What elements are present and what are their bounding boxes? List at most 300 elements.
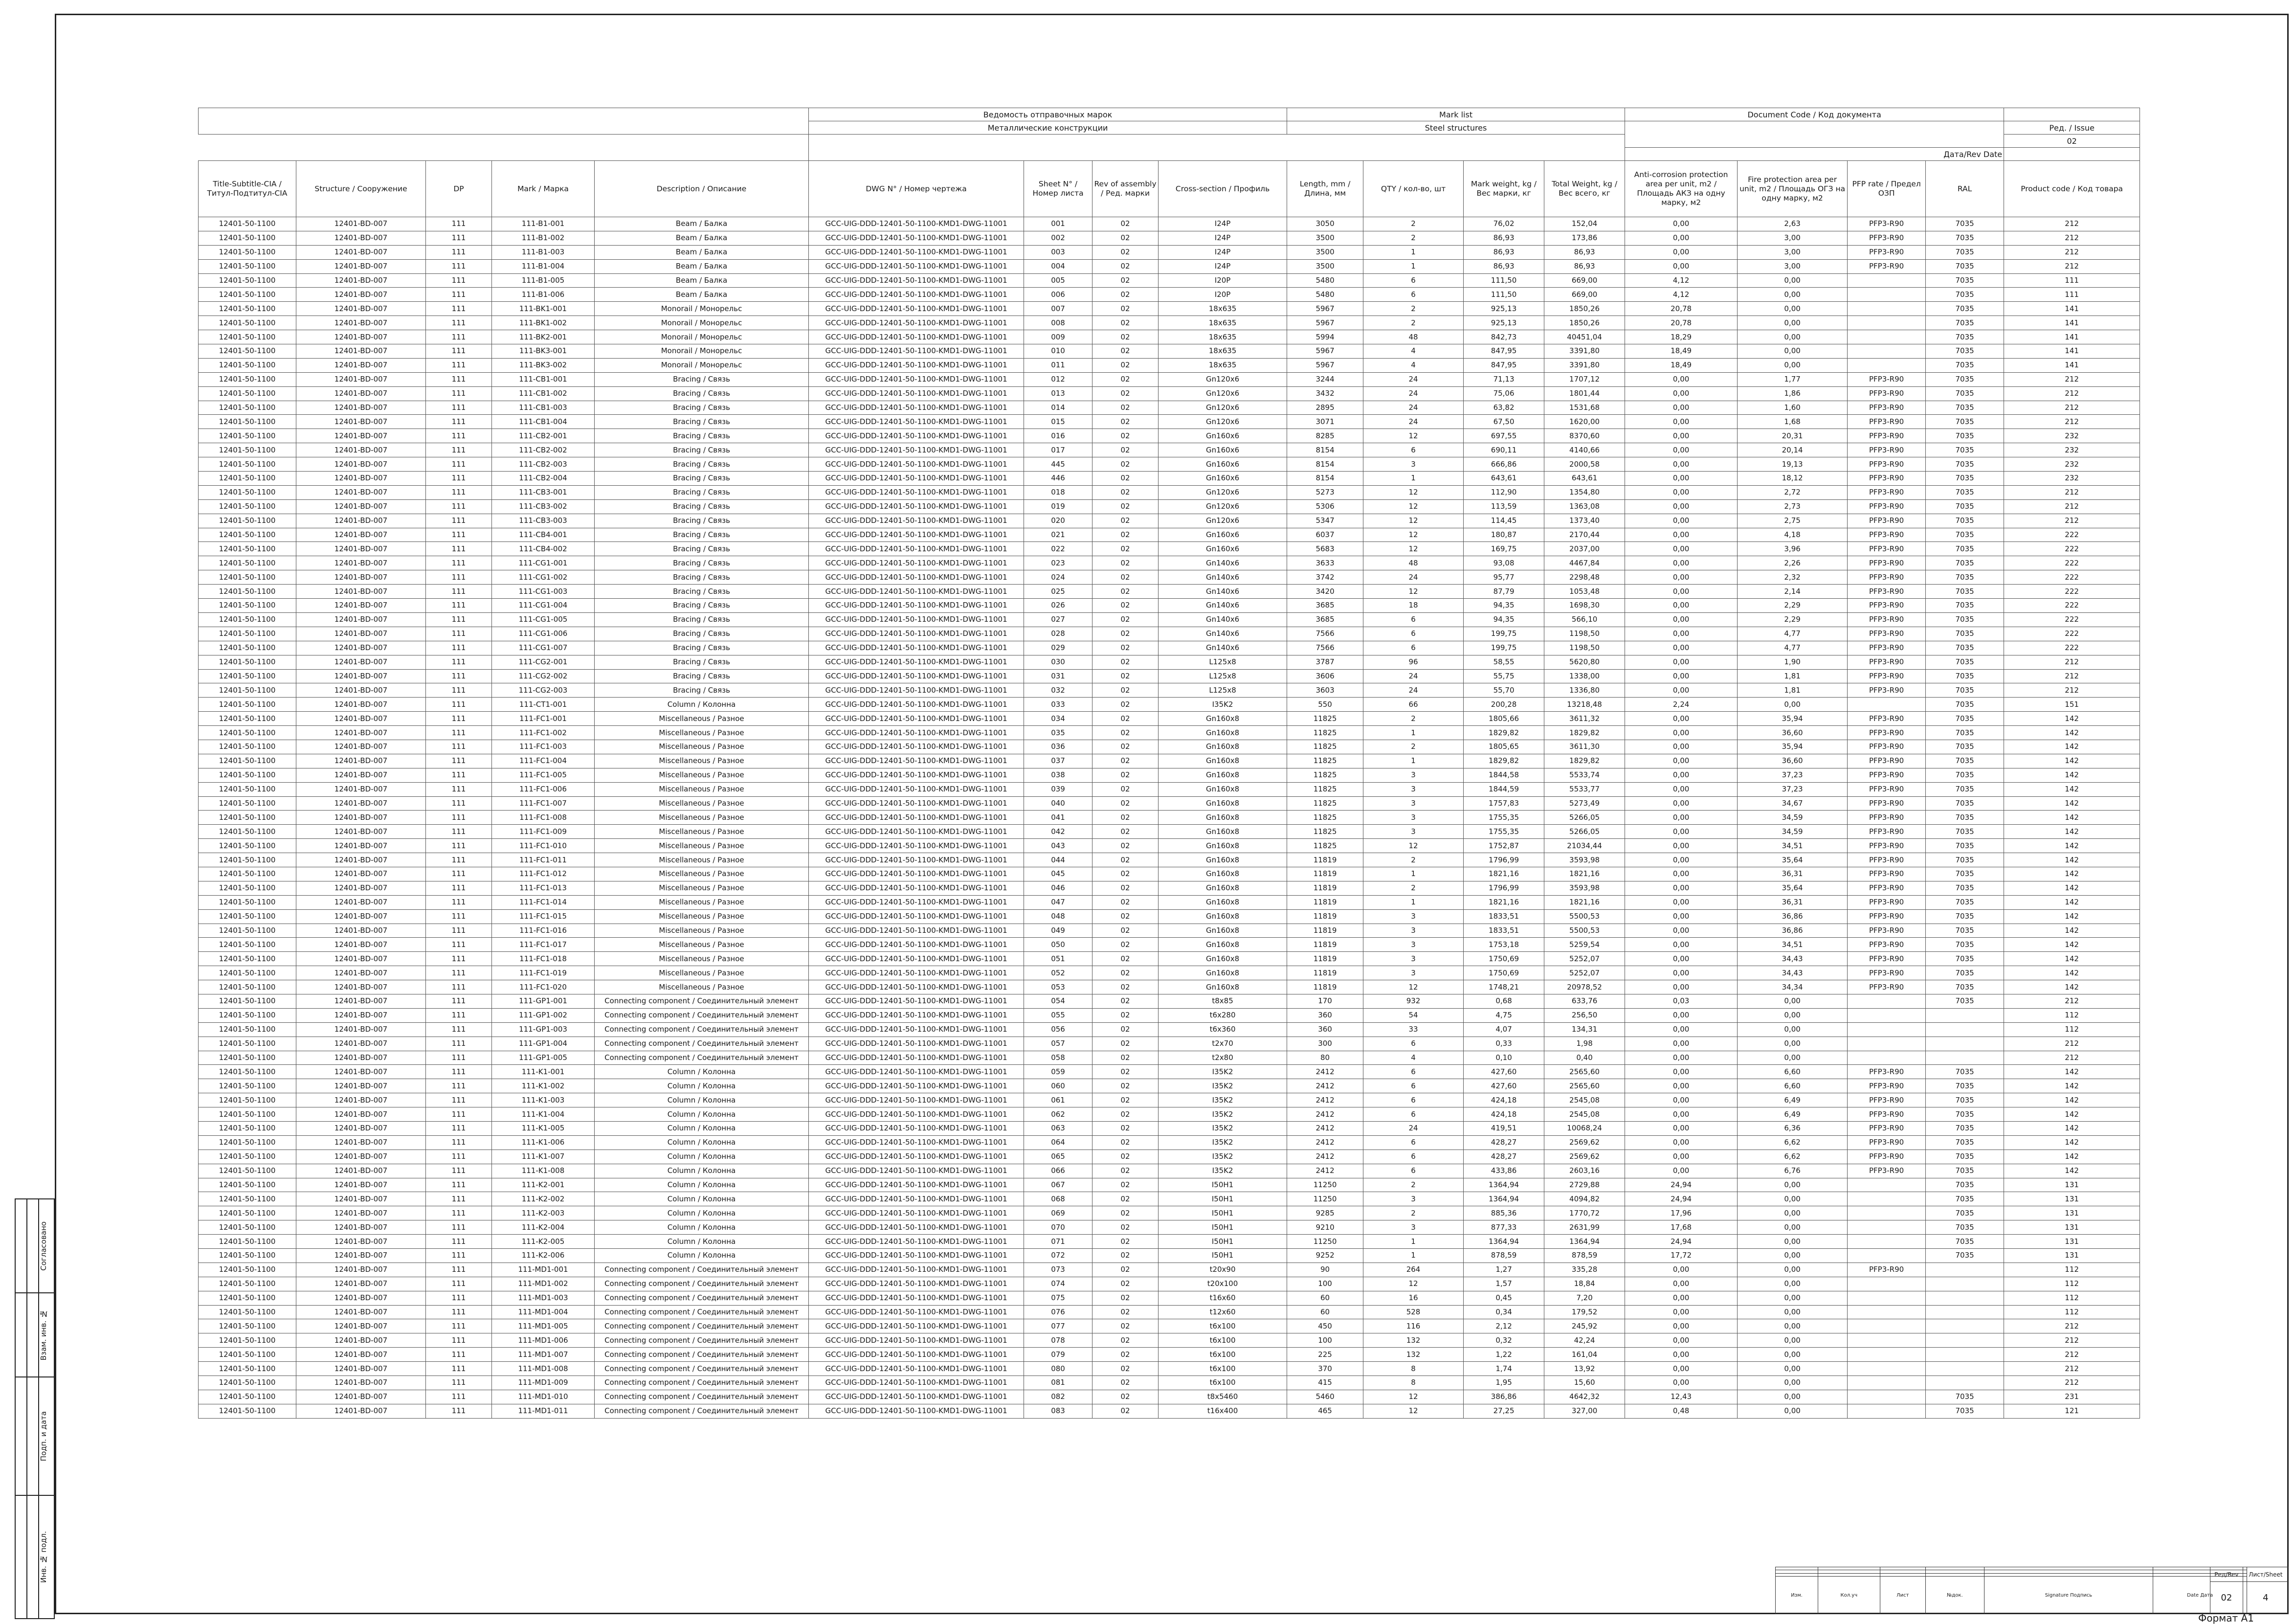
table-cell: 7035: [1926, 853, 2004, 867]
table-cell: GCC-UIG-DDD-12401-50-1100-KMD1-DWG-11001: [809, 1135, 1024, 1150]
table-cell: 0,00: [1625, 768, 1738, 782]
table-cell: 02: [1092, 1022, 1159, 1037]
table-cell: 111: [426, 1277, 492, 1291]
table-cell: 142: [2004, 754, 2140, 768]
table-cell: GCC-UIG-DDD-12401-50-1100-KMD1-DWG-11001: [809, 1008, 1024, 1022]
table-cell: [1848, 1277, 1926, 1291]
table-cell: 21034,44: [1544, 839, 1625, 853]
table-cell: Gn160x6: [1159, 429, 1287, 443]
table-cell: Miscellaneous / Разное: [595, 740, 809, 754]
sheet-rev-box: [2210, 1567, 2289, 1614]
table-cell: 7035: [1926, 1093, 2004, 1107]
table-cell: 12401-BD-007: [296, 330, 426, 344]
table-cell: 1850,26: [1544, 316, 1625, 330]
table-cell: 116: [1363, 1319, 1464, 1333]
table-row: [199, 485, 2140, 499]
table-cell: PFP3-R90: [1848, 853, 1926, 867]
table-cell: 12401-50-1100: [199, 1206, 296, 1220]
table-cell: Monorail / Монорельс: [595, 358, 809, 372]
table-cell: 17,96: [1625, 1206, 1738, 1220]
table-cell: Gn140x6: [1159, 570, 1287, 585]
table-cell: 5994: [1287, 330, 1363, 344]
table-cell: 02: [1092, 316, 1159, 330]
table-cell: 111-MD1-008: [492, 1362, 595, 1376]
table-cell: 12401-BD-007: [296, 782, 426, 796]
table-cell: 0,00: [1625, 585, 1738, 599]
table-cell: 062: [1024, 1107, 1092, 1122]
table-cell: 111-K1-008: [492, 1164, 595, 1178]
table-cell: GCC-UIG-DDD-12401-50-1100-KMD1-DWG-11001: [809, 528, 1024, 542]
table-cell: 690,11: [1464, 443, 1544, 457]
table-cell: 2: [1363, 316, 1464, 330]
table-cell: PFP3-R90: [1848, 825, 1926, 839]
table-cell: 111-BK3-002: [492, 358, 595, 372]
table-cell: 6: [1363, 627, 1464, 641]
table-row: [199, 1235, 2140, 1249]
table-cell: 1053,48: [1544, 585, 1625, 599]
table-cell: 111: [426, 217, 492, 231]
table-cell: 1707,12: [1544, 372, 1625, 386]
table-cell: 7035: [1926, 867, 2004, 881]
table-cell: 019: [1024, 499, 1092, 514]
table-cell: [1848, 330, 1926, 344]
table-cell: 0,00: [1625, 952, 1738, 966]
table-cell: Beam / Балка: [595, 245, 809, 259]
table-cell: GCC-UIG-DDD-12401-50-1100-KMD1-DWG-11001: [809, 952, 1024, 966]
table-cell: 034: [1024, 712, 1092, 726]
table-cell: 3: [1363, 1192, 1464, 1206]
table-cell: Connecting component / Соединительный элемент: [595, 1305, 809, 1319]
table-row: [199, 712, 2140, 726]
table-cell: 3685: [1287, 612, 1363, 627]
table-cell: 12401-50-1100: [199, 952, 296, 966]
table-cell: Column / Колонна: [595, 1192, 809, 1206]
table-cell: Miscellaneous / Разное: [595, 895, 809, 909]
table-cell: 142: [2004, 867, 2140, 881]
table-cell: 7035: [1926, 627, 2004, 641]
stamp-rev-label: Ред/Rev: [2210, 1567, 2243, 1582]
table-cell: Beam / Балка: [595, 273, 809, 288]
table-cell: 12401-BD-007: [296, 754, 426, 768]
table-cell: 111: [426, 740, 492, 754]
table-cell: 141: [2004, 358, 2140, 372]
table-cell: 052: [1024, 966, 1092, 980]
table-cell: 134,31: [1544, 1022, 1625, 1037]
doc-title-ru: Ведомость отправочных марок: [809, 108, 1287, 121]
table-cell: 1364,94: [1464, 1235, 1544, 1249]
stamp-sheet-label: Лист/Sheet: [2243, 1567, 2288, 1582]
table-cell: 11819: [1287, 924, 1363, 938]
table-row: [199, 259, 2140, 273]
table-cell: 34,51: [1738, 839, 1848, 853]
table-cell: 7,20: [1544, 1291, 1625, 1305]
table-cell: 111-GP1-005: [492, 1051, 595, 1065]
table-cell: 12401-50-1100: [199, 811, 296, 825]
table-cell: 12401-50-1100: [199, 895, 296, 909]
table-cell: 02: [1092, 1220, 1159, 1235]
table-cell: 111-K2-002: [492, 1192, 595, 1206]
table-cell: 111: [426, 1065, 492, 1079]
table-cell: 142: [2004, 1164, 2140, 1178]
table-cell: 5620,80: [1544, 655, 1625, 669]
table-cell: 7035: [1926, 330, 2004, 344]
table-cell: 12401-BD-007: [296, 895, 426, 909]
table-cell: 111-CG1-005: [492, 612, 595, 627]
table-row: [199, 1051, 2140, 1065]
table-cell: 0,00: [1625, 881, 1738, 895]
table-cell: 12: [1363, 1390, 1464, 1404]
table-cell: 112,90: [1464, 485, 1544, 499]
table-cell: [1848, 698, 1926, 712]
table-cell: 7035: [1926, 938, 2004, 952]
table-cell: [1926, 1277, 2004, 1291]
table-cell: 111: [426, 1164, 492, 1178]
table-cell: 9252: [1287, 1249, 1363, 1263]
table-cell: 111-CB3-003: [492, 514, 595, 528]
table-cell: GCC-UIG-DDD-12401-50-1100-KMD1-DWG-11001: [809, 980, 1024, 994]
stamp-label: №док.: [1926, 1577, 1984, 1614]
table-cell: GCC-UIG-DDD-12401-50-1100-KMD1-DWG-11001: [809, 683, 1024, 698]
table-cell: GCC-UIG-DDD-12401-50-1100-KMD1-DWG-11001: [809, 924, 1024, 938]
table-cell: 7035: [1926, 1122, 2004, 1136]
table-cell: 12401-BD-007: [296, 1333, 426, 1348]
table-cell: PFP3-R90: [1848, 1079, 1926, 1093]
table-cell: 12401-50-1100: [199, 1022, 296, 1037]
table-cell: 18,49: [1625, 358, 1738, 372]
table-cell: 300: [1287, 1037, 1363, 1051]
table-cell: GCC-UIG-DDD-12401-50-1100-KMD1-DWG-11001: [809, 839, 1024, 853]
table-cell: 12401-50-1100: [199, 570, 296, 585]
table-cell: Monorail / Монорельс: [595, 316, 809, 330]
table-cell: I50H1: [1159, 1178, 1287, 1192]
table-cell: 2412: [1287, 1107, 1363, 1122]
table-cell: 1,81: [1738, 683, 1848, 698]
table-cell: 212: [2004, 514, 2140, 528]
table-cell: 12401-BD-007: [296, 217, 426, 231]
table-cell: 0,34: [1464, 1305, 1544, 1319]
table-cell: 142: [2004, 726, 2140, 740]
table-cell: 111: [426, 415, 492, 429]
table-cell: 0,00: [1738, 1051, 1848, 1065]
table-cell: Beam / Балка: [595, 217, 809, 231]
table-cell: GCC-UIG-DDD-12401-50-1100-KMD1-DWG-11001: [809, 1022, 1024, 1037]
table-cell: 6,62: [1738, 1135, 1848, 1150]
table-cell: 6: [1363, 1164, 1464, 1178]
table-cell: 1829,82: [1464, 754, 1544, 768]
table-cell: 1829,82: [1544, 754, 1625, 768]
table-cell: [1848, 994, 1926, 1008]
table-cell: Column / Колонна: [595, 1150, 809, 1164]
table-cell: 3: [1363, 924, 1464, 938]
table-cell: GCC-UIG-DDD-12401-50-1100-KMD1-DWG-11001: [809, 499, 1024, 514]
table-cell: Connecting component / Соединительный элемент: [595, 994, 809, 1008]
table-cell: 222: [2004, 570, 2140, 585]
table-cell: 161,04: [1544, 1348, 1625, 1362]
table-cell: GCC-UIG-DDD-12401-50-1100-KMD1-DWG-11001: [809, 1305, 1024, 1319]
table-cell: PFP3-R90: [1848, 429, 1926, 443]
table-cell: Gn160x8: [1159, 726, 1287, 740]
table-cell: 02: [1092, 344, 1159, 359]
table-cell: 071: [1024, 1235, 1092, 1249]
table-cell: Gn160x8: [1159, 895, 1287, 909]
table-cell: 212: [2004, 245, 2140, 259]
table-cell: 12401-BD-007: [296, 698, 426, 712]
table-cell: 02: [1092, 966, 1159, 980]
table-cell: 0,00: [1625, 1051, 1738, 1065]
table-cell: 02: [1092, 358, 1159, 372]
table-cell: Bracing / Связь: [595, 570, 809, 585]
table-cell: 0,00: [1738, 1022, 1848, 1037]
table-cell: 5266,05: [1544, 811, 1625, 825]
table-cell: 111-FC1-004: [492, 754, 595, 768]
table-cell: PFP3-R90: [1848, 472, 1926, 486]
table-cell: 3: [1363, 909, 1464, 924]
table-cell: 030: [1024, 655, 1092, 669]
table-cell: Bracing / Связь: [595, 499, 809, 514]
table-cell: 6,76: [1738, 1164, 1848, 1178]
table-cell: 079: [1024, 1348, 1092, 1362]
table-cell: 12401-50-1100: [199, 612, 296, 627]
table-cell: 877,33: [1464, 1220, 1544, 1235]
table-cell: 02: [1092, 1192, 1159, 1206]
table-cell: 225: [1287, 1348, 1363, 1362]
table-cell: 0,00: [1625, 782, 1738, 796]
table-cell: 12: [1363, 980, 1464, 994]
table-cell: 111-CB4-002: [492, 542, 595, 556]
table-cell: Column / Колонна: [595, 1206, 809, 1220]
table-cell: 7035: [1926, 1178, 2004, 1192]
table-cell: 12401-BD-007: [296, 1008, 426, 1022]
table-cell: 2631,99: [1544, 1220, 1625, 1235]
table-cell: 111: [426, 1249, 492, 1263]
table-cell: 054: [1024, 994, 1092, 1008]
table-cell: 212: [2004, 994, 2140, 1008]
table-cell: 15,60: [1544, 1376, 1625, 1390]
table-cell: 0,00: [1625, 1079, 1738, 1093]
table-cell: 111-CB2-004: [492, 472, 595, 486]
table-cell: GCC-UIG-DDD-12401-50-1100-KMD1-DWG-11001: [809, 217, 1024, 231]
table-cell: 111-CG1-003: [492, 585, 595, 599]
table-cell: 7035: [1926, 895, 2004, 909]
table-cell: 12401-BD-007: [296, 980, 426, 994]
table-cell: 34,43: [1738, 966, 1848, 980]
table-cell: GCC-UIG-DDD-12401-50-1100-KMD1-DWG-11001: [809, 895, 1024, 909]
table-cell: 066: [1024, 1164, 1092, 1178]
table-cell: 27,25: [1464, 1404, 1544, 1418]
table-cell: 428,27: [1464, 1150, 1544, 1164]
table-cell: PFP3-R90: [1848, 641, 1926, 655]
table-cell: 2: [1363, 217, 1464, 231]
table-cell: 12401-50-1100: [199, 712, 296, 726]
table-cell: 111-GP1-001: [492, 994, 595, 1008]
table-cell: 12: [1363, 1404, 1464, 1418]
table-cell: 0,00: [1625, 966, 1738, 980]
table-cell: 142: [2004, 1150, 2140, 1164]
table-cell: Column / Колонна: [595, 698, 809, 712]
table-cell: Connecting component / Соединительный элемент: [595, 1348, 809, 1362]
table-cell: [1926, 1362, 2004, 1376]
table-cell: PFP3-R90: [1848, 457, 1926, 472]
table-cell: 1: [1363, 754, 1464, 768]
table-cell: 111: [426, 1404, 492, 1418]
table-cell: 111-K1-007: [492, 1150, 595, 1164]
table-cell: 0,00: [1738, 1305, 1848, 1319]
table-cell: 12401-50-1100: [199, 585, 296, 599]
table-cell: 12401-50-1100: [199, 853, 296, 867]
table-cell: 12401-BD-007: [296, 386, 426, 401]
table-cell: 3500: [1287, 259, 1363, 273]
table-cell: GCC-UIG-DDD-12401-50-1100-KMD1-DWG-11001: [809, 1235, 1024, 1249]
table-cell: 0,00: [1625, 1135, 1738, 1150]
table-cell: PFP3-R90: [1848, 952, 1926, 966]
table-cell: 200,28: [1464, 698, 1544, 712]
table-cell: 1801,44: [1544, 386, 1625, 401]
table-cell: I50H1: [1159, 1192, 1287, 1206]
table-cell: 7035: [1926, 698, 2004, 712]
table-cell: 02: [1092, 330, 1159, 344]
table-cell: [1848, 1022, 1926, 1037]
table-cell: 5500,53: [1544, 909, 1625, 924]
table-cell: 0,00: [1625, 457, 1738, 472]
table-cell: 02: [1092, 1037, 1159, 1051]
table-cell: t6x360: [1159, 1022, 1287, 1037]
table-cell: GCC-UIG-DDD-12401-50-1100-KMD1-DWG-11001: [809, 1093, 1024, 1107]
table-cell: PFP3-R90: [1848, 655, 1926, 669]
table-cell: 0,00: [1625, 980, 1738, 994]
table-row: [199, 853, 2140, 867]
table-cell: 111-CG1-006: [492, 627, 595, 641]
table-cell: Gn160x8: [1159, 839, 1287, 853]
table-cell: 3593,98: [1544, 881, 1625, 895]
table-cell: 4: [1363, 344, 1464, 359]
table-cell: 0,00: [1625, 1107, 1738, 1122]
table-cell: 7035: [1926, 485, 2004, 499]
table-row: [199, 499, 2140, 514]
table-cell: 141: [2004, 302, 2140, 316]
table-cell: 7035: [1926, 669, 2004, 683]
table-cell: 1363,08: [1544, 499, 1625, 514]
table-cell: 18x635: [1159, 330, 1287, 344]
table-cell: 3611,32: [1544, 712, 1625, 726]
table-cell: 0,00: [1625, 1362, 1738, 1376]
table-row: [199, 217, 2140, 231]
table-cell: 878,59: [1544, 1249, 1625, 1263]
table-cell: 5480: [1287, 288, 1363, 302]
table-cell: 3: [1363, 1220, 1464, 1235]
table-row: [199, 768, 2140, 782]
table-cell: 18,12: [1738, 472, 1848, 486]
table-cell: 111: [426, 1051, 492, 1065]
table-cell: 7035: [1926, 1235, 2004, 1249]
table-row: [199, 1022, 2140, 1037]
table-cell: I35K2: [1159, 1065, 1287, 1079]
title-block-stamp: [1775, 1567, 2247, 1614]
table-row: [199, 612, 2140, 627]
table-cell: 0,00: [1738, 1376, 1848, 1390]
table-cell: 11819: [1287, 966, 1363, 980]
table-cell: PFP3-R90: [1848, 740, 1926, 754]
table-cell: 0,00: [1625, 1093, 1738, 1107]
table-cell: 02: [1092, 1291, 1159, 1305]
table-cell: 0,00: [1625, 1305, 1738, 1319]
table-cell: PFP3-R90: [1848, 768, 1926, 782]
table-cell: t2x80: [1159, 1051, 1287, 1065]
table-cell: 5266,05: [1544, 825, 1625, 839]
table-cell: 0,00: [1625, 1319, 1738, 1333]
table-cell: 12401-BD-007: [296, 556, 426, 570]
table-cell: 11825: [1287, 740, 1363, 754]
table-cell: 1805,66: [1464, 712, 1544, 726]
table-cell: 7035: [1926, 273, 2004, 288]
table-cell: 043: [1024, 839, 1092, 853]
table-cell: 12401-BD-007: [296, 641, 426, 655]
table-row: [199, 386, 2140, 401]
table-cell: 0,00: [1738, 1220, 1848, 1235]
table-cell: 111-BK1-002: [492, 316, 595, 330]
table-cell: 111-MD1-002: [492, 1277, 595, 1291]
table-cell: Gn120x6: [1159, 415, 1287, 429]
table-cell: 419,51: [1464, 1122, 1544, 1136]
table-cell: [1848, 1206, 1926, 1220]
table-cell: 0,00: [1625, 740, 1738, 754]
table-cell: 111: [426, 1333, 492, 1348]
column-header: DWG N° / Номер чертежа: [809, 161, 1024, 217]
table-cell: 36,60: [1738, 754, 1848, 768]
table-cell: GCC-UIG-DDD-12401-50-1100-KMD1-DWG-11001: [809, 429, 1024, 443]
table-cell: 111: [426, 839, 492, 853]
table-cell: 11825: [1287, 768, 1363, 782]
table-cell: 0,00: [1738, 1263, 1848, 1277]
table-cell: 017: [1024, 443, 1092, 457]
table-cell: 111-FC1-014: [492, 895, 595, 909]
stamp-label: Кол.уч: [1818, 1577, 1880, 1614]
table-cell: 12401-BD-007: [296, 1404, 426, 1418]
table-cell: 142: [2004, 1079, 2140, 1093]
table-cell: 12401-50-1100: [199, 1220, 296, 1235]
table-cell: 12401-BD-007: [296, 245, 426, 259]
table-cell: 12401-BD-007: [296, 825, 426, 839]
table-cell: 022: [1024, 542, 1092, 556]
column-header: Description / Описание: [595, 161, 809, 217]
table-cell: 0,33: [1464, 1037, 1544, 1051]
table-cell: [1848, 316, 1926, 330]
table-cell: 12: [1363, 429, 1464, 443]
table-cell: Gn160x8: [1159, 924, 1287, 938]
table-cell: 142: [2004, 980, 2140, 994]
table-cell: 12401-50-1100: [199, 1065, 296, 1079]
stamp-label: Signature Подпись: [1984, 1577, 2153, 1614]
table-cell: 111: [426, 1348, 492, 1362]
table-cell: 12401-50-1100: [199, 358, 296, 372]
table-cell: PFP3-R90: [1848, 980, 1926, 994]
table-cell: 4,18: [1738, 528, 1848, 542]
table-row: [199, 683, 2140, 698]
table-cell: PFP3-R90: [1848, 1135, 1926, 1150]
table-cell: 12401-50-1100: [199, 655, 296, 669]
table-cell: Bracing / Связь: [595, 443, 809, 457]
table-cell: 100: [1287, 1277, 1363, 1291]
table-cell: 12401-BD-007: [296, 1107, 426, 1122]
table-cell: 24: [1363, 386, 1464, 401]
table-cell: 049: [1024, 924, 1092, 938]
table-cell: GCC-UIG-DDD-12401-50-1100-KMD1-DWG-11001: [809, 740, 1024, 754]
table-cell: 02: [1092, 669, 1159, 683]
table-cell: 02: [1092, 570, 1159, 585]
table-cell: 212: [2004, 1348, 2140, 1362]
table-cell: 0,00: [1738, 1249, 1848, 1263]
table-cell: 02: [1092, 514, 1159, 528]
table-cell: 0,00: [1738, 1178, 1848, 1192]
